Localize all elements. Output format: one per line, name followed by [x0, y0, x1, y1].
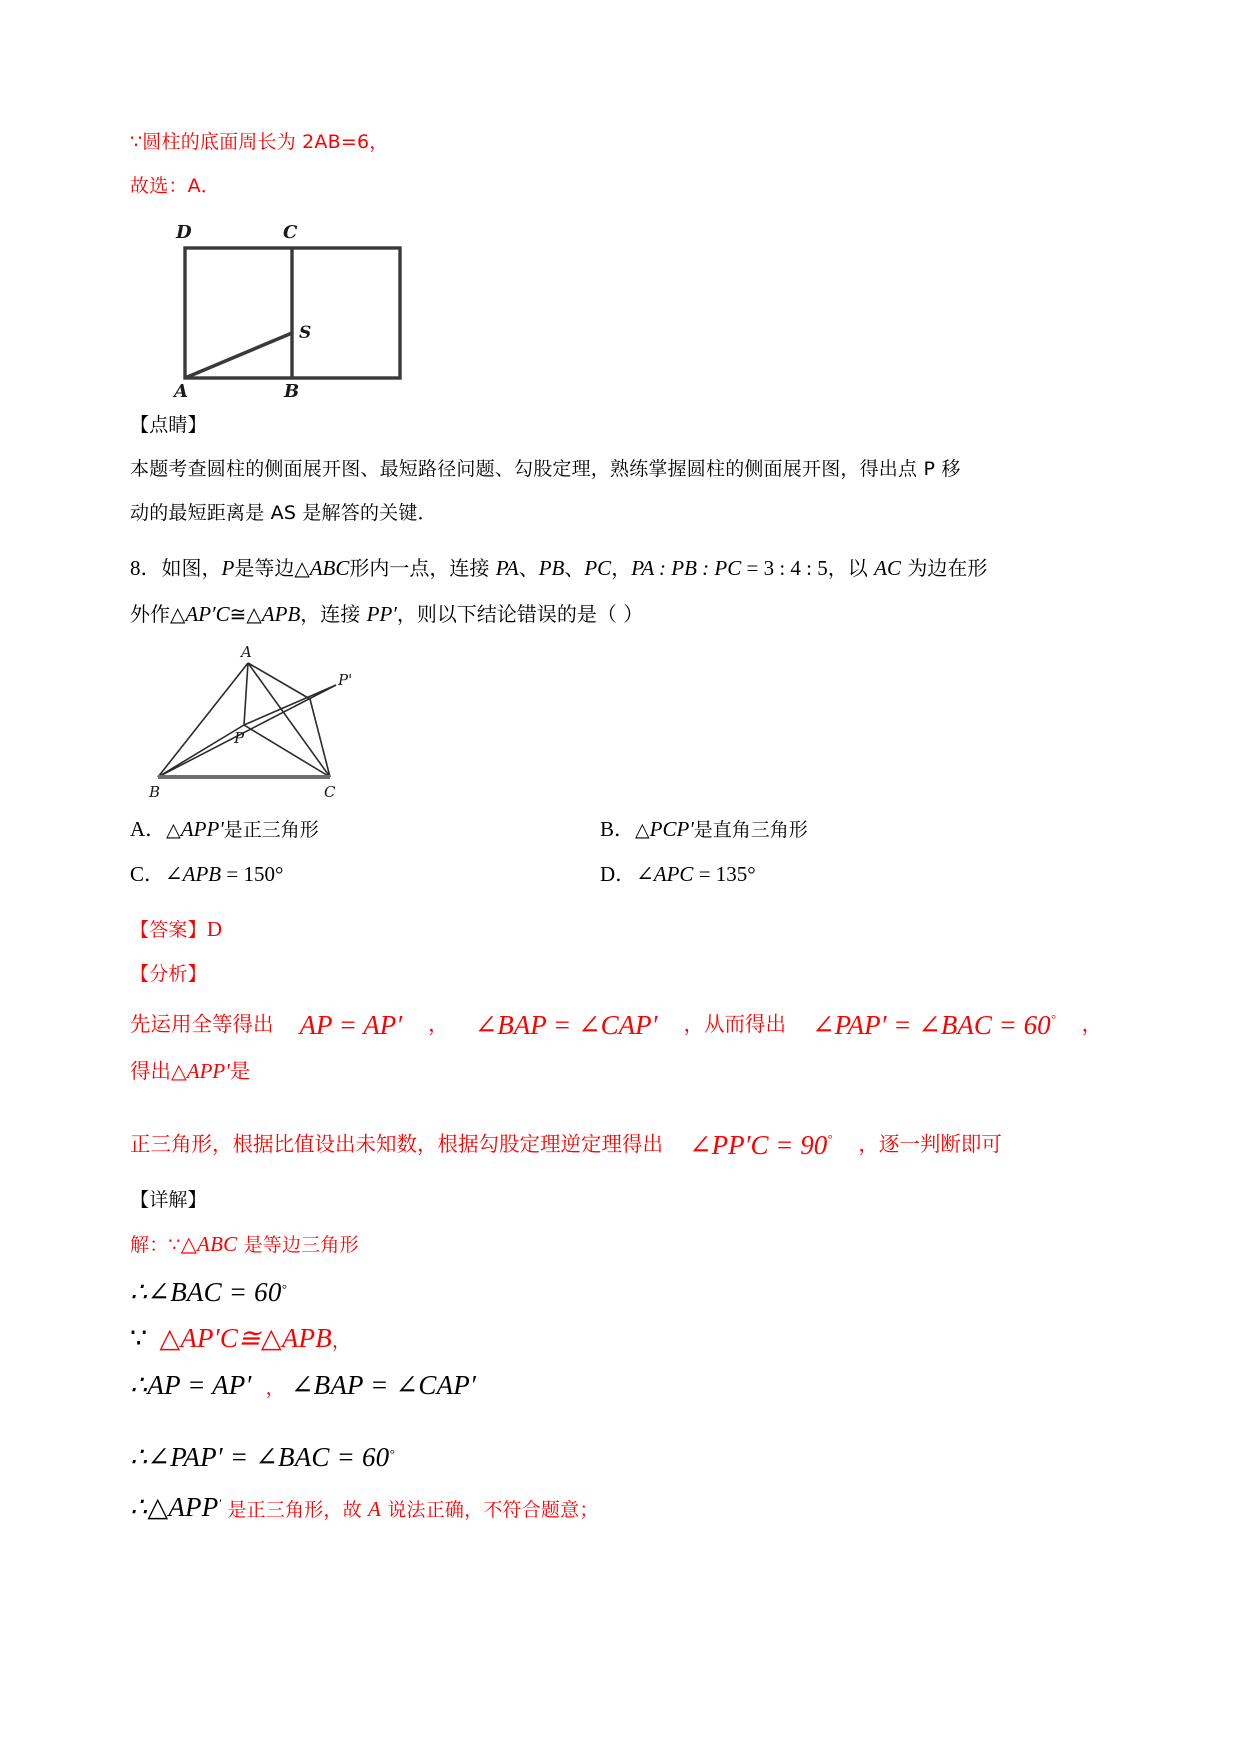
analysis-seg-5: ，逐一判断即可 — [858, 1131, 1002, 1156]
answer-label: 【答案】 — [130, 919, 207, 941]
q8-t1: 如图， — [161, 556, 222, 580]
pointer-body-line-2 — [130, 491, 1110, 535]
pointer-body-text-2: 动的最短距离是 AS 是解答的关键． — [130, 502, 437, 524]
q8-t10: ，连接 — [300, 602, 367, 626]
analysis-seg-3: ，得出△ — [130, 1011, 1103, 1083]
q8-t6: ， — [611, 556, 632, 580]
option-D-value: = 135° — [693, 862, 756, 886]
question-number: 8． — [130, 556, 162, 580]
option-C-value: = 150° — [221, 862, 284, 886]
q8-t8: 为边在形 — [900, 556, 988, 580]
q8-t3: 形内一点，连接 — [349, 556, 496, 580]
q8-var-APB: APB — [261, 602, 301, 626]
q8-var-PB: PB — [538, 556, 565, 580]
option-B-key: B． — [600, 817, 636, 841]
figure2-label-P: P — [234, 729, 245, 747]
q8-cong: ≅△ — [229, 602, 262, 626]
q8-t4: 、 — [518, 556, 539, 580]
detail-l3-tail: ， — [331, 1330, 352, 1353]
figure-label-D: D — [176, 222, 192, 243]
analysis-formula-3-deg: ° — [1050, 1012, 1056, 1026]
answer-value: D — [206, 917, 223, 941]
figure-cylinder-svg — [150, 218, 450, 403]
detail-l1-prefix: 解：∵ — [130, 1233, 181, 1256]
pointer-heading — [130, 403, 1110, 447]
analysis-formula-2: ∠BAP = ∠CAP′ — [474, 1009, 658, 1040]
detail-heading-text: 【详解】 — [130, 1188, 207, 1211]
figure-triangle — [140, 637, 440, 807]
figure-label-A: A — [174, 381, 188, 402]
detail-l6-prime: ′ — [218, 1497, 222, 1512]
q8-t2: 是等边△ — [234, 556, 310, 580]
detail-line-6 — [130, 1482, 1110, 1532]
figure-triangle-svg — [140, 637, 440, 802]
option-A-tri: △ — [166, 819, 181, 841]
detail-l4-formula-b: ∠BAP = ∠CAP′ — [290, 1370, 477, 1401]
q8-var-P: P — [221, 556, 235, 580]
pointer-body-line-1 — [130, 447, 1110, 491]
q8-var-AC: AC — [874, 556, 901, 580]
q8-ratio-terms: PA : PB : PC — [631, 556, 742, 580]
figure-cylinder-unfolded — [150, 218, 450, 403]
detail-l1-tail: 是等边三角形 — [237, 1233, 359, 1256]
figure2-label-B: B — [149, 783, 161, 801]
detail-l3-because: ∵ — [130, 1323, 148, 1354]
option-A[interactable] — [130, 807, 600, 852]
detail-line-3 — [130, 1316, 1110, 1363]
prev-solution-line-1 — [130, 120, 1110, 164]
analysis-seg-2: ，从而得出 — [683, 1011, 786, 1036]
analysis-formula-4: ∠PP′C = 90 — [689, 1129, 828, 1160]
analysis-seg-1: 先运用全等得出 — [130, 1011, 274, 1036]
detail-l5-formula: ∴∠PAP′ = ∠BAC = 60 — [130, 1442, 390, 1473]
analysis-heading-text: 【分析】 — [130, 963, 207, 985]
analysis-formula-4-deg: ° — [827, 1131, 833, 1146]
analysis-formula-1: AP = AP′ — [299, 1009, 403, 1040]
detail-l2-formula: ∴∠BAC = 60 — [130, 1276, 282, 1307]
pointer-heading-text: 【点睛】 — [130, 414, 207, 436]
detail-line-1 — [130, 1222, 1110, 1267]
option-D-key: D． — [600, 862, 637, 886]
detail-l4-comma: ， — [265, 1377, 285, 1400]
option-C-expr: APB — [182, 862, 222, 886]
analysis-sep-1: ， — [428, 1011, 449, 1036]
detail-line-4 — [130, 1363, 1110, 1410]
detail-l6-option-ref: A — [368, 1497, 382, 1522]
option-B-tail: 是直角三角形 — [693, 819, 808, 841]
option-C[interactable] — [130, 852, 600, 897]
detail-l6-formula: ∴△APP — [130, 1492, 219, 1523]
options-row-2 — [130, 852, 1110, 897]
detail-line-5 — [130, 1432, 1110, 1482]
figure2-label-Pprime: P' — [338, 671, 353, 689]
q8-t9: 外作△ — [130, 602, 186, 626]
q8-ratio-value: = 3 : 4 : 5 — [741, 556, 828, 580]
option-A-key: A． — [130, 817, 167, 841]
detail-l5-deg: ° — [389, 1447, 395, 1462]
option-D-angle-sign: ∠ — [636, 862, 654, 886]
question-8-line-2 — [130, 591, 1110, 637]
option-B-tri: △ — [635, 819, 650, 841]
detail-l3-body: △AP′C≅△APB — [159, 1323, 332, 1354]
options-row-1 — [130, 807, 1110, 852]
analysis-seg-3b: APP' — [186, 1058, 230, 1083]
detail-line-2 — [130, 1267, 1110, 1317]
analysis-seg-3c: 是 — [229, 1058, 251, 1083]
option-C-key: C． — [130, 862, 166, 886]
analysis-heading — [130, 952, 1110, 996]
detail-l6-text-b: 说法正确，不符合题意； — [381, 1499, 599, 1522]
prev-solution-text-2: 故选：A． — [130, 175, 220, 197]
q8-t11: ，则以下结论错误的是（ ） — [396, 602, 644, 626]
analysis-line-1 — [130, 996, 1110, 1094]
option-B-expr: PCP' — [649, 817, 694, 841]
detail-l1-triangle: △ABC — [180, 1231, 238, 1256]
prev-solution-line-2 — [130, 164, 1110, 208]
q8-t7: ，以 — [827, 556, 875, 580]
answer-line — [130, 907, 1110, 952]
option-B[interactable] — [600, 807, 1070, 852]
option-A-tail: 是正三角形 — [223, 819, 319, 841]
figure2-label-A: A — [241, 643, 252, 661]
q8-var-PC: PC — [584, 556, 612, 580]
detail-l4-formula-a: ∴AP = AP′ — [130, 1370, 252, 1401]
analysis-seg-4: 正三角形，根据比值设出未知数，根据勾股定理逆定理得出 — [130, 1131, 663, 1156]
option-C-angle-sign: ∠ — [165, 862, 183, 886]
option-D-expr: APC — [653, 862, 694, 886]
analysis-formula-3: ∠PAP′ = ∠BAC = 60 — [811, 1009, 1051, 1040]
detail-l2-deg: ° — [281, 1281, 287, 1296]
analysis-line-2 — [130, 1116, 1110, 1168]
detail-l6-text-a: 是正三角形，故 — [227, 1499, 369, 1522]
figure-label-B: B — [284, 381, 300, 402]
pointer-body-text-1: 本题考查圆柱的侧面展开图、最短路径问题、勾股定理，熟练掌握圆柱的侧面展开图，得出点 P 移 — [130, 458, 961, 480]
q8-t5: 、 — [564, 556, 585, 580]
q8-var-ABC: ABC — [309, 556, 350, 580]
figure2-label-C: C — [324, 783, 336, 801]
question-8-line-1 — [130, 545, 1110, 591]
prev-solution-text-1: ∵圆柱的底面周长为 2AB=6， — [130, 131, 389, 153]
q8-var-PPprime: PP′ — [366, 602, 397, 626]
option-D[interactable] — [600, 852, 1070, 897]
q8-var-APprimeC: AP′C — [185, 602, 230, 626]
figure-label-C: C — [283, 222, 298, 243]
figure-label-S: S — [299, 323, 312, 343]
detail-heading — [130, 1178, 1110, 1222]
option-A-expr: APP' — [180, 817, 224, 841]
q8-var-PA: PA — [495, 556, 519, 580]
